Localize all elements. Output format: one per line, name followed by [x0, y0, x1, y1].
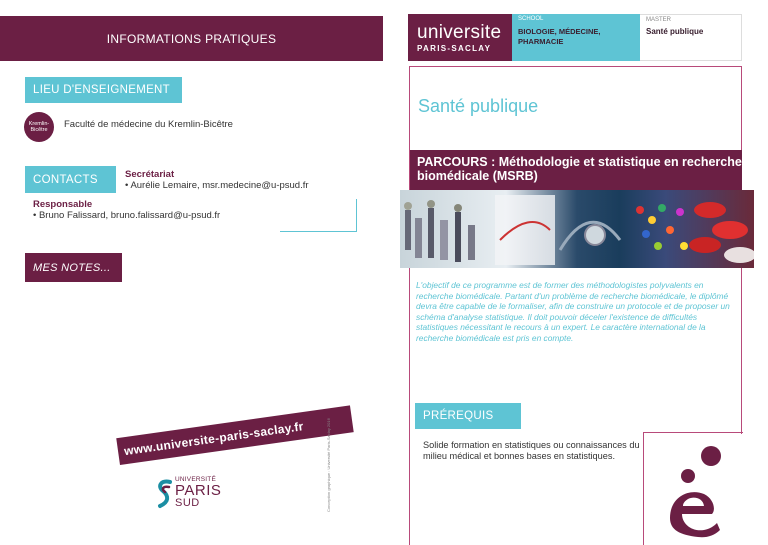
school-label: SCHOOL: [518, 16, 544, 22]
logo-sub-text: PARIS-SACLAY: [417, 43, 492, 53]
universite-paris-sud-logo: [155, 476, 221, 512]
secretariat-title: Secrétariat: [125, 169, 175, 180]
paris-sud-s-icon: [155, 478, 173, 512]
responsable-contact[interactable]: • Bruno Falissard, bruno.falissard@u-psud.fr: [33, 210, 221, 221]
logo-main-text: universite: [417, 21, 502, 43]
badge-line-1: Kremlin-: [28, 120, 50, 127]
prerequis-label: PRÉREQUIS: [415, 403, 521, 429]
page-title: Santé publique: [418, 96, 539, 116]
parcours-banner: PARCOURS : Méthodologie et statistique en recherche biomédicale (MSRB): [410, 150, 742, 190]
responsable-title: Responsable: [33, 199, 93, 210]
decorative-line: [280, 231, 357, 232]
objectif-paragraph: L'objectif de ce programme est de former des méthodologistes polyvalents en recherche biomédicale. Partant d'un problème de recherche biomédicale, le diplômé devra être capable de le formaliser, afin de construire un protocole et de proposer un schéma d'analyse statistique. Il doit pouvoir déceler l'existence de difficultés statistiques nécessitant le recours à un expert. Le caractère international de la recherche biomédicale est pris en compte.: [416, 280, 730, 343]
mes-notes-label: MES NOTES...: [25, 253, 122, 282]
frame-line: [409, 432, 410, 545]
secretariat-contact[interactable]: • Aurélie Lemaire, msr.medecine@u-psud.fr: [125, 180, 309, 191]
website-url[interactable]: www.universite-paris-saclay.fr: [116, 405, 353, 465]
master-block: [640, 14, 742, 61]
ups-logo-mid: PARIS: [175, 482, 222, 499]
lieu-value: Faculté de médecine du Kremlin-Bicêtre: [64, 119, 233, 130]
master-value: Santé publique: [646, 27, 704, 36]
school-block: [512, 14, 640, 61]
lieu-enseignement-label: LIEU D'ENSEIGNEMENT: [25, 77, 182, 103]
ups-logo-bot: SUD: [175, 497, 200, 509]
universite-paris-saclay-logo: [408, 14, 512, 61]
photo-collage: [400, 190, 754, 268]
kremlin-bicetre-badge: [24, 112, 54, 142]
frame-line: [643, 432, 743, 433]
ups-logo-top: UNIVERSITÉ: [175, 476, 217, 483]
frame-line: [643, 432, 644, 545]
info-pratiques-banner: INFORMATIONS PRATIQUES: [0, 16, 383, 61]
prerequis-text: Solide formation en statistiques ou connaissances du milieu médical et bonnes bases en statistiques.: [423, 440, 640, 462]
master-label: MASTER: [646, 17, 672, 23]
decorative-line: [356, 199, 357, 231]
badge-line-2: Bicêtre: [30, 127, 48, 133]
e-accent-logo: [660, 440, 740, 540]
school-value: BIOLOGIE, MÉDECINE, PHARMACIE: [518, 27, 601, 46]
credits-text: Conception graphique : Université Paris-Saclay 2016: [326, 418, 331, 512]
contacts-label: CONTACTS: [25, 166, 116, 193]
